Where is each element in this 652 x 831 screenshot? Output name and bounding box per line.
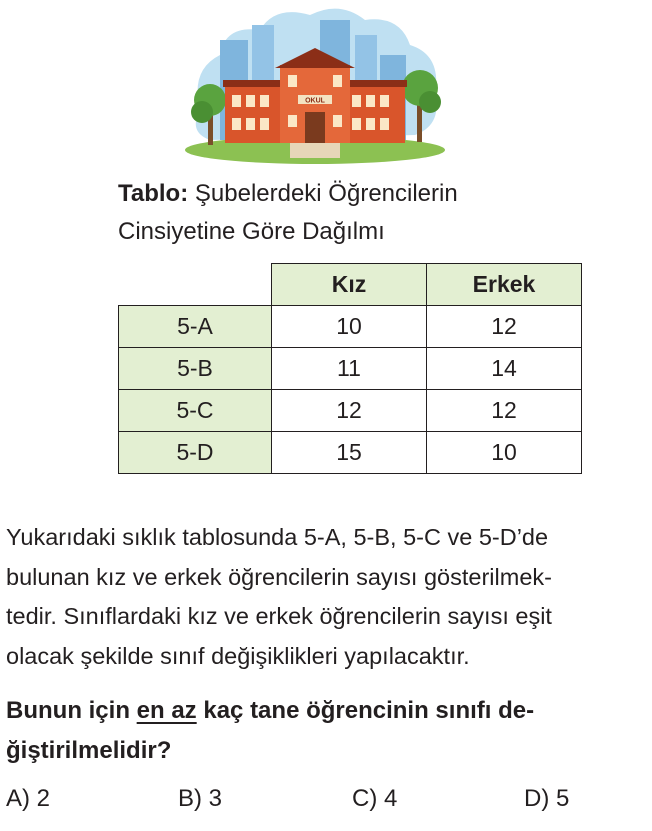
option-b[interactable]: B) 3: [178, 785, 223, 812]
cell-erkek: 12: [427, 306, 582, 348]
header-erkek: Erkek: [427, 264, 582, 306]
option-d[interactable]: D) 5: [524, 785, 570, 812]
cell-kiz: 12: [272, 390, 427, 432]
question-line2: ğiştirilmelidir?: [6, 737, 172, 764]
caption-bold: Tablo:: [118, 180, 189, 207]
paragraph-line: tedir. Sınıflardaki kız ve erkek öğrencilerin sayısı eşit: [6, 603, 552, 629]
table-header-row: [119, 264, 582, 306]
paragraph-line: bulunan kız ve erkek öğrencilerin sayısı gösterilmek-: [6, 563, 552, 590]
problem-paragraph: [6, 518, 646, 676]
frequency-table: [118, 263, 582, 474]
question-pre: Bunun için: [6, 697, 137, 724]
table-row: [119, 432, 582, 474]
cell-erkek: 14: [427, 348, 582, 390]
row-label: 5-D: [119, 432, 272, 474]
question-post: kaç tane öğrencinin sınıfı de-: [196, 697, 535, 724]
row-label: 5-B: [119, 348, 272, 390]
header-kiz: Kız: [272, 264, 427, 306]
cell-kiz: 15: [272, 432, 427, 474]
table-row: [119, 390, 582, 432]
header-blank: [119, 264, 272, 306]
option-a[interactable]: A) 2: [6, 785, 51, 812]
option-c[interactable]: C) 4: [352, 785, 398, 812]
row-label: 5-A: [119, 306, 272, 348]
row-label: 5-C: [119, 390, 272, 432]
table-caption: [118, 175, 598, 251]
table-row: [119, 306, 582, 348]
school-sign: OKUL: [305, 97, 325, 105]
question-text: [6, 691, 646, 771]
table-row: [119, 348, 582, 390]
cell-erkek: 12: [427, 390, 582, 432]
paragraph-line: olacak şekilde sınıf değişiklikleri yapılacaktır.: [6, 642, 470, 669]
caption-line2: Cinsiyetine Göre Dağılmı: [118, 218, 385, 245]
cell-kiz: 10: [272, 306, 427, 348]
cell-erkek: 10: [427, 432, 582, 474]
paragraph-line: Yukarıdaki sıklık tablosunda 5-A, 5-B, 5-C ve 5-D’de: [6, 524, 549, 550]
caption-line1: Şubelerdeki Öğrencilerin: [188, 180, 458, 207]
question-underlined: en az: [136, 697, 197, 724]
school-building-icon: [180, 0, 450, 168]
cell-kiz: 11: [272, 348, 427, 390]
